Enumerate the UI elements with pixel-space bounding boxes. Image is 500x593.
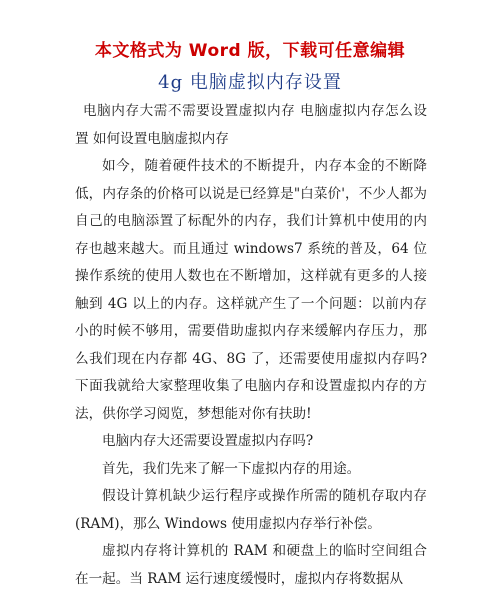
ram-compensation-paragraph: 假设计算机缺少运行程序或操作所需的随机存取内存 (RAM)，那么 Windows 使用虚拟内存举行补偿。: [75, 488, 427, 532]
intro-paragraph: 如今，随着硬件技术的不断提升，内存本金的不断降低，内存条的价格可以说是已经算是"白菜价'，不少人都为自己的电脑添置了标配外的内存，我们计算机中使用的内存也越来越大。而且通过 windows7 系统的普及，64 位操作系统的使用人数也在不断增加，这样就有更多的人接触到 4G 以上的内存。这样就产生了一个问题：以前内存小的时候不够用，需要借助虚拟内存来缓解内存压力，那么我们现在内存都 4G、8G 了，还需要使用虚拟内存吗?下面我就给大家整理收集了电脑内存和设置虚拟内存的方法，供你学习阅览，梦想能对你有扶助!: [75, 158, 427, 422]
document-body: [75, 98, 427, 593]
keywords-paragraph: 电脑内存大需不需要设置虚拟内存 电脑虚拟内存怎么设置 如何设置电脑虚拟内存: [75, 103, 427, 147]
question-heading: 电脑内存大还需要设置虚拟内存吗?: [102, 433, 314, 449]
document-title: 4g 电脑虚拟内存设置: [158, 72, 342, 93]
purpose-paragraph: 首先，我们先来了解一下虚拟内存的用途。: [102, 460, 361, 477]
virtual-memory-paragraph: 虚拟内存将计算机的 RAM 和硬盘上的临时空间组合在一起。当 RAM 运行速度缓慢时，虚拟内存将数据从: [75, 543, 427, 587]
editable-word-banner: 本文格式为 Word 版，下载可任意编辑: [94, 41, 406, 61]
